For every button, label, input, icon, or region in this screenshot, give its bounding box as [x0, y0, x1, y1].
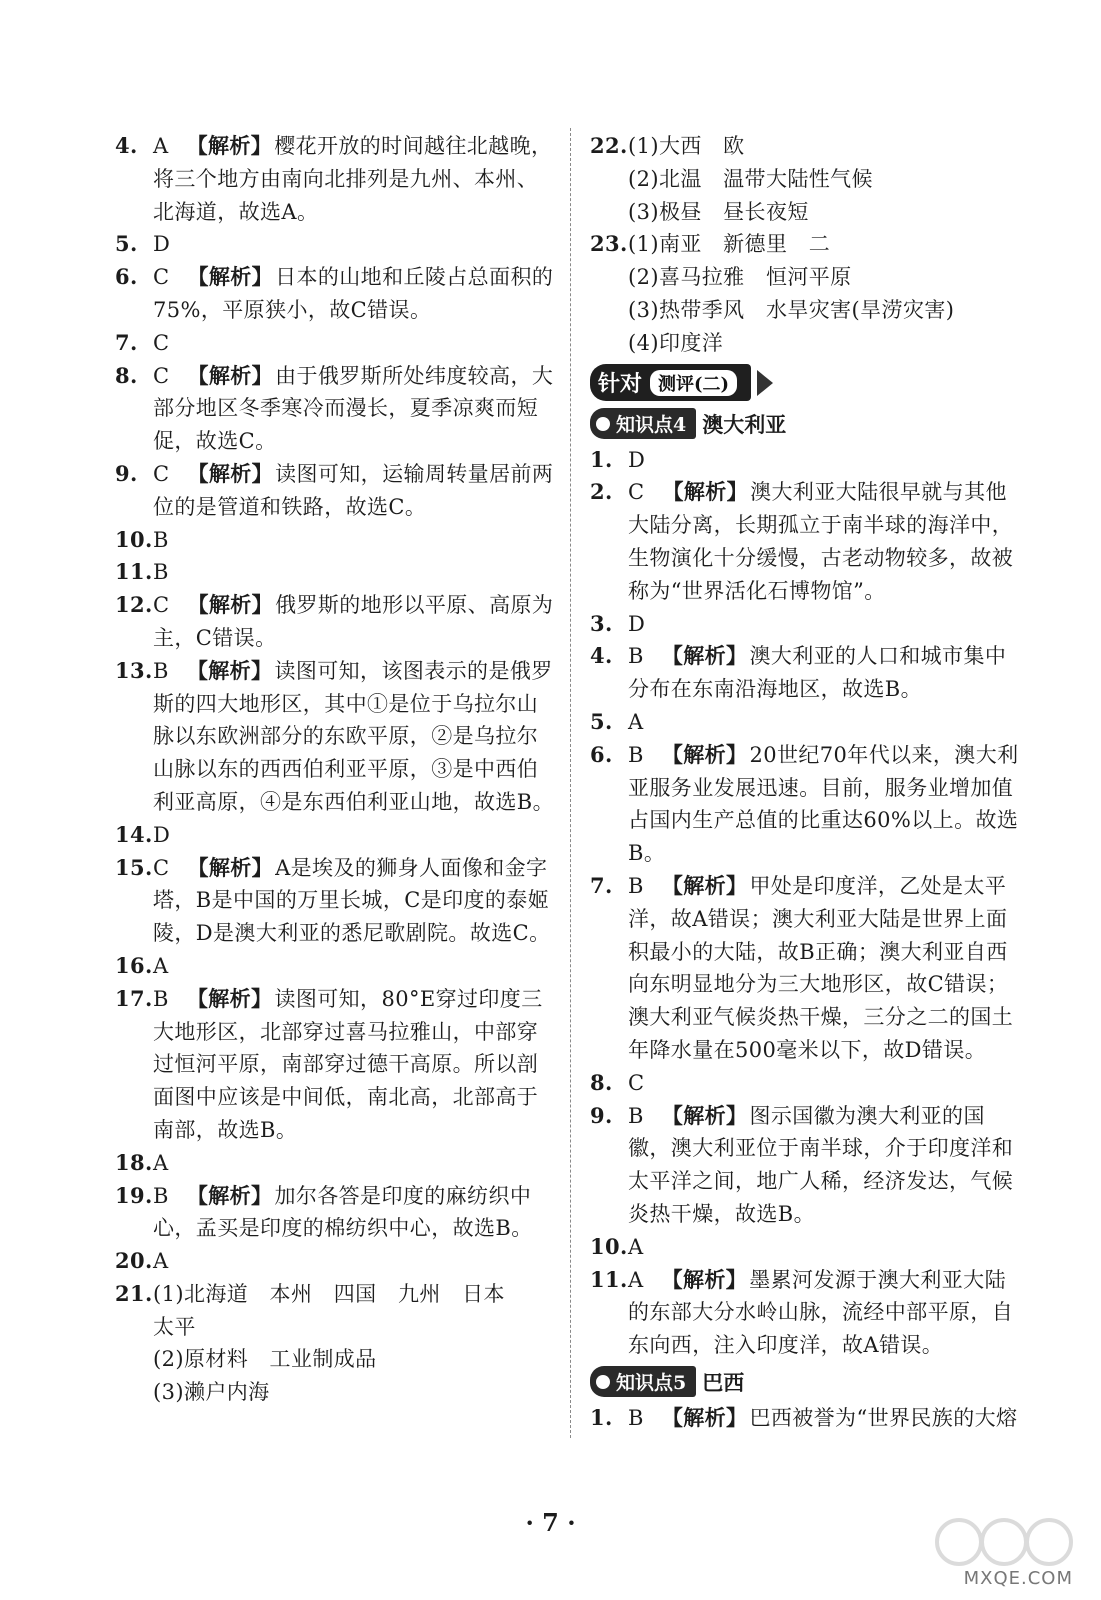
item-answer: D — [153, 232, 171, 257]
analysis-tag: 【解析】 — [186, 1182, 273, 1208]
dot-icon — [596, 1375, 610, 1389]
item-number: 9. — [590, 1102, 613, 1128]
analysis-tag: 【解析】 — [661, 1404, 748, 1430]
knowledge-point-title: 巴西 — [702, 1369, 745, 1395]
item-answer: C — [153, 330, 170, 355]
analysis-text: 甲处是印度洋，乙处是太平洋，故A错误；澳大利亚大陆是世界上面积最小的大陆，故B正确；澳大利亚自西向东明显地分为三大地形区，故C错误；澳大利亚气候炎热干燥，三分之二的国土年降水量在500毫米以下，故D错误。 — [628, 873, 1014, 1062]
analysis-text: 读图可知，该图表示的是俄罗斯的四大地形区，其中①是位于乌拉尔山脉以东欧洲部分的东欧平原，②是乌拉尔山脉以东的西西伯利亚平原，③是中西伯利亚高原，④是东西伯利亚山地，故选B。 — [153, 658, 555, 814]
analysis-tag: 【解析】 — [186, 133, 273, 158]
item-answer: C — [628, 1070, 645, 1095]
item-answer: A — [153, 134, 169, 158]
right-column — [590, 130, 1020, 1435]
item-number: 12. — [115, 592, 153, 618]
answer-item-23 — [590, 228, 1020, 359]
item-number: 11. — [115, 559, 153, 585]
item-answer: B — [153, 1183, 169, 1208]
analysis-text: 澳大利亚大陆很早就与其他大陆分离，长期孤立于南半球的海洋中，生物演化十分缓慢，古老动物较多，故被称为“世界活化石博物馆”。 — [628, 480, 1014, 603]
knowledge-point-header — [590, 406, 1020, 442]
item-number: 7. — [590, 872, 613, 898]
sub-answer: (2)北温 温带大陆性气候 — [628, 166, 873, 191]
sub-answer: (1)北海道 本州 四国 九州 日本 — [153, 1281, 505, 1306]
answer-item — [115, 819, 555, 852]
item-number: 19. — [115, 1182, 153, 1208]
item-number: 3. — [590, 610, 613, 636]
dot-icon — [596, 417, 610, 431]
analysis-text: 日本的山地和丘陵占总面积的75%，平原狭小，故C错误。 — [153, 265, 554, 322]
item-number: 7. — [115, 329, 138, 355]
item-number: 15. — [115, 854, 153, 880]
analysis-text: 读图可知，运输周转量居前两位的是管道和铁路，故选C。 — [153, 461, 554, 519]
analysis-tag: 【解析】 — [186, 657, 273, 683]
item-answer: A — [153, 953, 169, 978]
section-label: 针对 — [598, 371, 643, 398]
analysis-text: 巴西被誉为“世界民族的大熔 — [749, 1405, 1018, 1430]
answer-item — [590, 444, 1020, 477]
answer-item — [115, 360, 555, 458]
item-number: 1. — [590, 446, 613, 472]
answer-item — [115, 327, 555, 360]
item-number: 2. — [590, 479, 613, 505]
answer-item — [115, 983, 555, 1147]
answer-item — [115, 589, 555, 655]
item-number: 9. — [115, 460, 138, 486]
analysis-tag: 【解析】 — [661, 872, 748, 898]
knowledge-point-badge — [590, 1366, 696, 1397]
answer-item — [115, 1245, 555, 1278]
item-number: 5. — [590, 708, 613, 734]
watermark-text: MXQE.COM — [963, 1568, 1073, 1589]
analysis-tag: 【解析】 — [661, 741, 748, 767]
item-number: 22. — [590, 133, 628, 158]
analysis-tag: 【解析】 — [187, 264, 274, 290]
analysis-text: 樱花开放的时间越往北越晚，将三个地方由南向北排列是九州、本州、北海道，故选A。 — [153, 134, 553, 224]
answer-item — [590, 870, 1020, 1067]
item-number: 4. — [590, 643, 613, 669]
analysis-tag: 【解析】 — [661, 1266, 748, 1292]
analysis-text: 读图可知，80°E穿过印度三大地形区，北部穿过喜马拉雅山，中部穿过恒河平原，南部穿过德干高原。所以剖面图中应该是中间低，南北高，北部高于南部，故选B。 — [153, 986, 543, 1142]
item-number: 6. — [590, 741, 613, 767]
item-number: 8. — [590, 1069, 613, 1095]
answer-item-22 — [590, 130, 1020, 228]
item-number: 1. — [590, 1404, 613, 1430]
analysis-tag: 【解析】 — [662, 479, 749, 505]
answer-item — [590, 476, 1020, 607]
column-divider — [570, 128, 571, 1438]
item-number: 5. — [115, 231, 138, 257]
item-answer: D — [153, 822, 171, 847]
item-number: 10. — [115, 526, 153, 552]
item-answer: C — [153, 461, 170, 486]
analysis-text: A是埃及的狮身人面像和金字塔，B是中国的万里长城，C是印度的泰姬陵，D是澳大利亚的悉尼歌剧院。故选C。 — [153, 855, 551, 946]
section-banner — [590, 364, 751, 401]
knowledge-point-header — [590, 1364, 1020, 1400]
analysis-tag: 【解析】 — [187, 592, 274, 618]
left-column — [115, 130, 555, 1409]
sub-answer: (4)印度洋 — [628, 330, 724, 355]
knowledge-point-label: 知识点4 — [616, 414, 687, 437]
item-number: 20. — [115, 1248, 153, 1274]
answer-item — [590, 1402, 1020, 1435]
analysis-text: 20世纪70年代以来，澳大利亚服务业发展迅速。目前，服务业增加值占国内生产总值的比重达60%以上。故选B。 — [628, 742, 1019, 866]
item-answer: B — [628, 1405, 644, 1430]
arrow-right-icon — [757, 370, 773, 396]
item-answer: A — [628, 1267, 644, 1292]
answer-item — [115, 524, 555, 557]
answer-item — [115, 458, 555, 524]
answer-item — [590, 1100, 1020, 1231]
answer-item — [115, 261, 555, 327]
analysis-tag: 【解析】 — [661, 643, 748, 669]
answer-item — [115, 852, 555, 950]
item-number: 8. — [115, 362, 138, 388]
answer-item — [115, 228, 555, 261]
analysis-tag: 【解析】 — [187, 854, 274, 880]
item-answer: C — [153, 855, 170, 880]
knowledge-point-label: 知识点5 — [616, 1372, 687, 1395]
knowledge-point-title: 澳大利亚 — [702, 411, 787, 437]
answer-item — [590, 608, 1020, 641]
item-number: 21. — [115, 1280, 153, 1306]
item-answer: B — [153, 560, 169, 585]
item-answer: A — [153, 1150, 169, 1175]
analysis-text: 墨累河发源于澳大利亚大陆的东部大分水岭山脉，流经中部平原，自东向西，注入印度洋，故A错误。 — [628, 1267, 1014, 1358]
item-number: 18. — [115, 1149, 153, 1175]
item-number: 11. — [590, 1266, 628, 1292]
item-answer: B — [628, 742, 644, 767]
analysis-tag: 【解析】 — [187, 362, 274, 388]
sub-answer: (3)濑户内海 — [153, 1380, 270, 1405]
analysis-text: 加尔各答是印度的麻纺织中心，孟买是印度的棉纺织中心，故选B。 — [153, 1183, 533, 1241]
item-answer: B — [153, 527, 169, 552]
sub-answer: (2)原材料 工业制成品 — [153, 1347, 377, 1372]
item-number: 14. — [115, 821, 153, 847]
analysis-tag: 【解析】 — [661, 1102, 748, 1128]
analysis-text: 由于俄罗斯所处纬度较高，大部分地区冬季寒冷而漫长，夏季凉爽而短促，故选C。 — [153, 363, 554, 454]
sub-answer: (3)极昼 昼长夜短 — [628, 199, 809, 224]
answer-item — [590, 706, 1020, 739]
item-number: 6. — [115, 264, 138, 290]
item-answer: D — [628, 447, 646, 472]
item-number: 16. — [115, 952, 153, 978]
answer-item — [590, 1067, 1020, 1100]
item-answer: A — [628, 1234, 644, 1259]
item-answer: B — [628, 1103, 644, 1128]
analysis-text: 俄罗斯的地形以平原、高原为主，C错误。 — [153, 593, 554, 650]
sub-answer: (3)热带季风 水旱灾害(旱涝灾害) — [628, 297, 955, 322]
item-answer: B — [628, 873, 644, 898]
answer-item — [115, 130, 555, 228]
answer-item — [115, 556, 555, 589]
answer-item — [115, 655, 555, 819]
answer-item — [115, 950, 555, 983]
item-number: 4. — [115, 133, 138, 158]
item-number: 13. — [115, 657, 153, 683]
sub-answer: 太平 — [153, 1314, 196, 1339]
item-number: 23. — [590, 231, 628, 257]
answer-item — [590, 1264, 1020, 1362]
item-answer: C — [153, 593, 170, 618]
item-answer: C — [153, 265, 170, 290]
knowledge-point-badge — [590, 408, 696, 439]
item-answer: B — [628, 644, 644, 669]
section-sublabel: 测评(二) — [650, 370, 737, 396]
page-number: · 7 · — [525, 1508, 576, 1537]
sub-answer: (2)喜马拉雅 恒河平原 — [628, 265, 852, 290]
item-answer: B — [153, 986, 169, 1011]
analysis-text: 澳大利亚的人口和城市集中分布在东南沿海地区，故选B。 — [628, 644, 1007, 702]
sub-answer: (1)南亚 新德里 二 — [628, 232, 831, 257]
answer-item — [590, 640, 1020, 706]
item-answer: B — [153, 658, 169, 683]
item-number: 10. — [590, 1233, 628, 1259]
sub-answer: (1)大西 欧 — [628, 134, 745, 158]
answer-item — [590, 1231, 1020, 1264]
item-answer: D — [628, 611, 646, 636]
answer-item — [115, 1147, 555, 1180]
item-answer: C — [628, 480, 645, 505]
item-answer: A — [628, 709, 644, 734]
answer-item — [115, 1180, 555, 1246]
item-answer: A — [153, 1249, 169, 1274]
item-answer: C — [153, 363, 170, 388]
answer-item-21 — [115, 1278, 555, 1409]
answer-item — [590, 739, 1020, 870]
analysis-text: 图示国徽为澳大利亚的国徽，澳大利亚位于南半球，介于印度洋和太平洋之间，地广人稀，经济发达，气候炎热干燥，故选B。 — [628, 1103, 1014, 1226]
item-number: 17. — [115, 985, 153, 1011]
analysis-tag: 【解析】 — [187, 460, 274, 486]
analysis-tag: 【解析】 — [186, 985, 273, 1011]
section-header — [590, 364, 1020, 402]
